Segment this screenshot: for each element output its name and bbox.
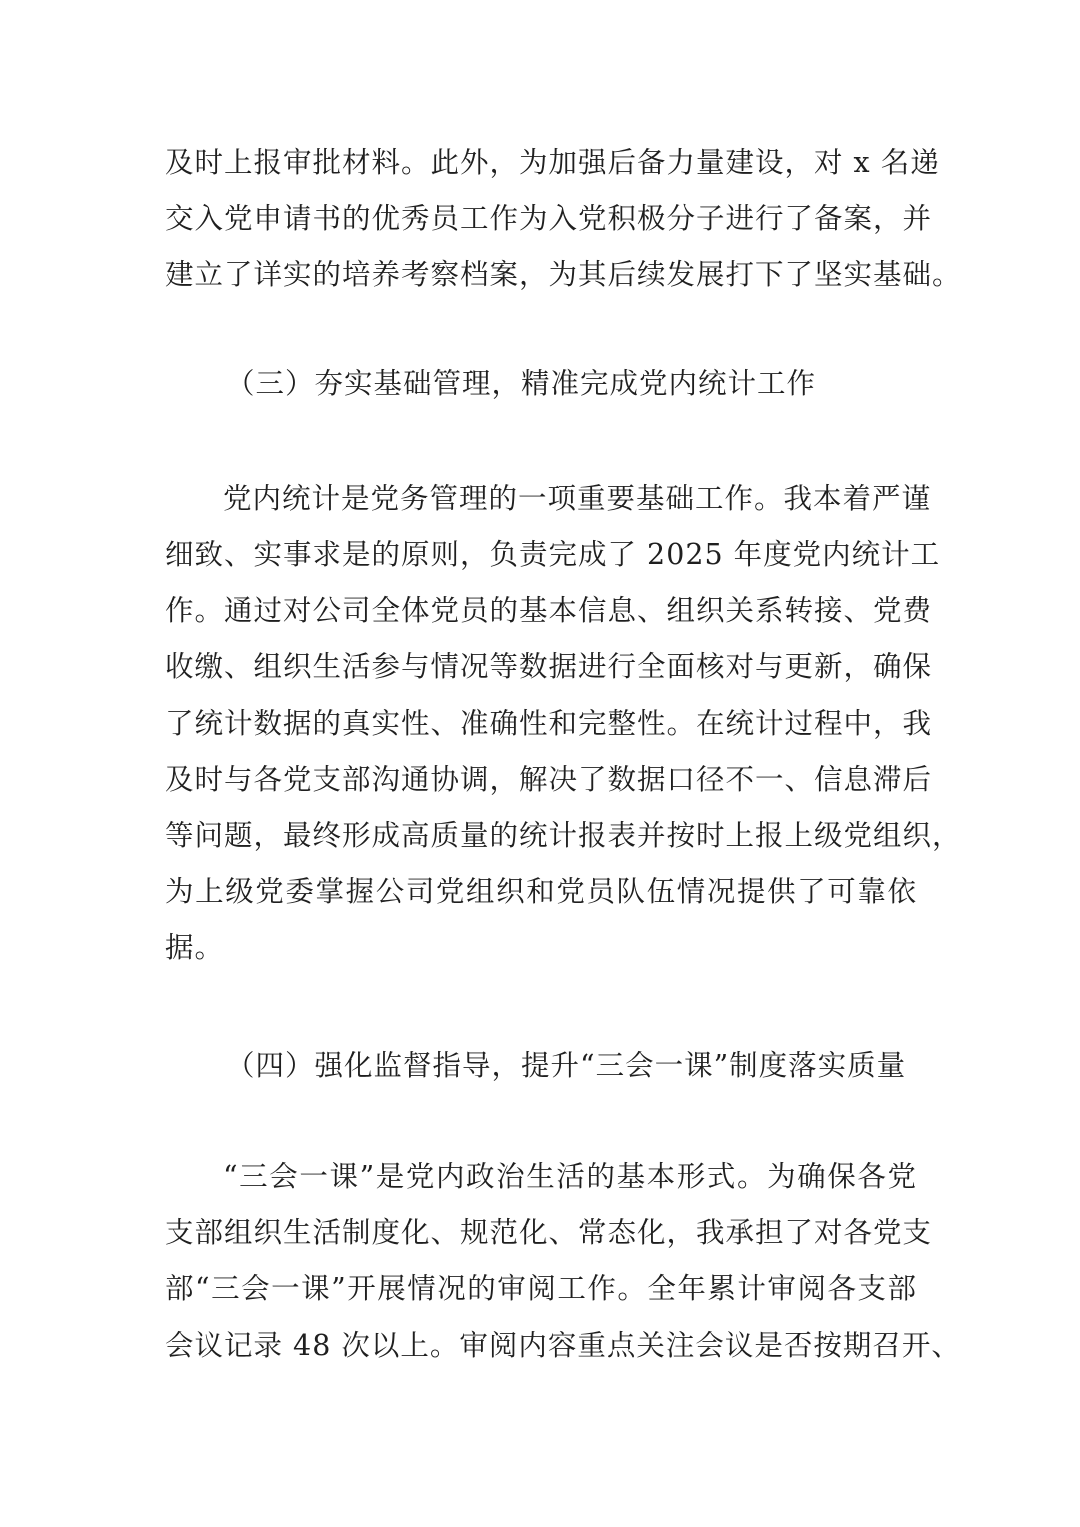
- paragraph-3-line-2: 支部组织生活制度化、规范化、常态化，我承担了对各党支: [165, 1216, 933, 1249]
- section-heading-3: （三）夯实基础管理，精准完成党内统计工作: [226, 367, 817, 400]
- paragraph-3-line-1: “三会一课”是党内政治生活的基本形式。为确保各党: [223, 1160, 917, 1193]
- paragraph-2-line-4: 收缴、组织生活参与情况等数据进行全面核对与更新，确保: [165, 650, 933, 683]
- paragraph-2-line-9: 据。: [165, 931, 225, 964]
- paragraph-2-line-5: 了统计数据的真实性、准确性和完整性。在统计过程中，我: [165, 707, 933, 740]
- section-heading-4: （四）强化监督指导，提升“三会一课”制度落实质量: [226, 1049, 907, 1082]
- paragraph-2-line-3: 作。通过对公司全体党员的基本信息、组织关系转接、党费: [165, 594, 933, 627]
- paragraph-2-line-7: 等问题，最终形成高质量的统计报表并按时上报上级党组织，: [165, 819, 962, 852]
- paragraph-1-line-1: 及时上报审批材料。此外，为加强后备力量建设，对 x 名递: [165, 146, 940, 179]
- paragraph-3-line-3: 部“三会一课”开展情况的审阅工作。全年累计审阅各支部: [165, 1272, 917, 1305]
- paragraph-2-line-6: 及时与各党支部沟通协调，解决了数据口径不一、信息滞后: [165, 763, 933, 796]
- paragraph-2-line-1: 党内统计是党务管理的一项重要基础工作。我本着严谨: [223, 482, 932, 515]
- paragraph-2-line-8: 为上级党委掌握公司党组织和党员队伍情况提供了可靠依: [165, 875, 917, 908]
- paragraph-3-line-4: 会议记录 48 次以上。审阅内容重点关注会议是否按期召开、: [165, 1329, 961, 1362]
- paragraph-1-line-2: 交入党申请书的优秀员工作为入党积极分子进行了备案，并: [165, 202, 933, 235]
- paragraph-1-line-3: 建立了详实的培养考察档案，为其后续发展打下了坚实基础。: [165, 258, 962, 291]
- paragraph-2-line-2: 细致、实事求是的原则，负责完成了 2025 年度党内统计工: [165, 538, 941, 571]
